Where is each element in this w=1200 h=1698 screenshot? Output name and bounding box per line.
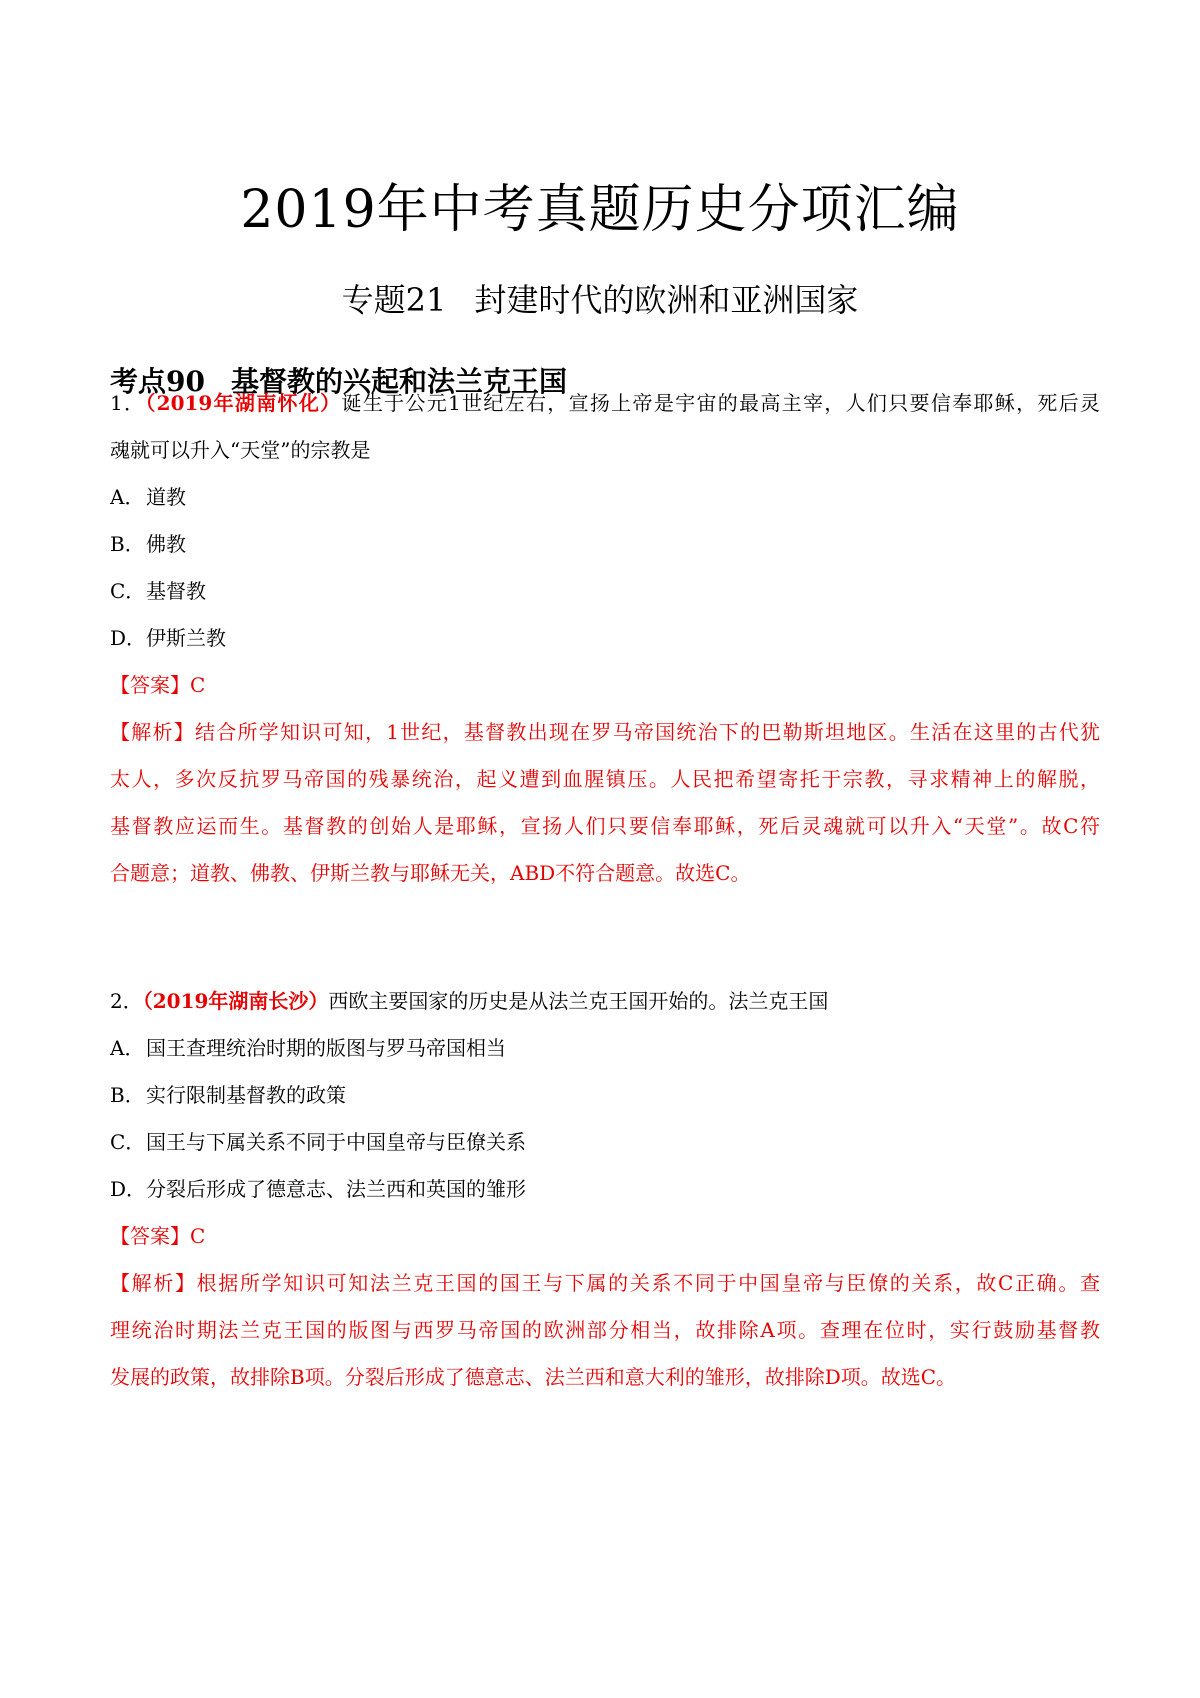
analysis-line [110, 1260, 1100, 1307]
question-1 [110, 380, 1100, 897]
option-letter: C． [110, 1130, 146, 1154]
analysis-text: 根据所学知识可知法兰克王国的国王与下属的关系不同于中国皇帝与臣僚的关系，故C正确。查 [196, 1271, 1100, 1295]
option-b [110, 521, 1100, 568]
analysis-line [110, 709, 1100, 756]
option-d [110, 615, 1100, 662]
question-2 [110, 978, 1100, 1401]
question-stem-line: 魂就可以升入“天堂”的宗教是 [110, 438, 371, 462]
analysis-line: 基督教应运而生。基督教的创始人是耶稣，宣扬人们只要信奉耶稣，死后灵魂就可以升入“天堂”。故C符 [110, 814, 1100, 838]
option-text: 道教 [146, 485, 186, 509]
option-a [110, 1025, 1100, 1072]
option-text: 分裂后形成了德意志、法兰西和英国的雏形 [146, 1177, 526, 1201]
question-stem-line: 西欧主要国家的历史是从法兰克王国开始的。法兰克王国 [328, 989, 829, 1013]
option-text: 伊斯兰教 [146, 626, 226, 650]
option-letter: C． [110, 579, 146, 603]
topic-name: 封建时代的欧洲和亚洲国家 [474, 281, 859, 319]
option-a [110, 474, 1100, 521]
section-point: 考点90 [110, 365, 205, 398]
answer-value: C [190, 673, 206, 697]
analysis-label: 【解析】 [110, 1271, 197, 1295]
analysis-line: 太人，多次反抗罗马帝国的残暴统治，起义遭到血腥镇压。人民把希望寄托于宗教，寻求精神上的解脱， [110, 767, 1100, 791]
question-number: 2． [110, 989, 143, 1013]
analysis-line: 合题意；道教、佛教、伊斯兰教与耶稣无关，ABD不符合题意。故选C。 [110, 861, 751, 885]
document-title: 2019年中考真题历史分项汇编 [240, 180, 960, 240]
analysis-line: 发展的政策，故排除B项。分裂后形成了德意志、法兰西和意大利的雏形，故排除D项。故选C。 [110, 1365, 957, 1389]
topic-number: 专题21 [341, 281, 447, 319]
question-stem [110, 978, 1100, 1025]
answer [110, 662, 1100, 709]
option-text: 佛教 [146, 532, 186, 556]
question-source: （2019年湖南长沙） [142, 989, 329, 1013]
option-text: 国王查理统治时期的版图与罗马帝国相当 [146, 1036, 506, 1060]
answer-value: C [190, 1224, 206, 1248]
option-letter: D． [110, 1177, 147, 1201]
option-letter: A． [110, 485, 145, 509]
option-letter: B． [110, 1083, 145, 1107]
answer-label: 【答案】 [110, 1224, 190, 1248]
option-text: 基督教 [146, 579, 206, 603]
question-stem-line: 诞生于公元1世纪左右，宣扬上帝是宇宙的最高主宰，人们只要信奉耶稣，死后灵 [341, 391, 1100, 415]
analysis-line: 理统治时期法兰克王国的版图与西罗马帝国的欧洲部分相当，故排除A项。查理在位时，实行鼓励基督教 [110, 1318, 1100, 1342]
option-text: 实行限制基督教的政策 [146, 1083, 346, 1107]
option-c [110, 1119, 1100, 1166]
option-letter: B． [110, 532, 145, 556]
analysis-text: 结合所学知识可知，1世纪，基督教出现在罗马帝国统治下的巴勒斯坦地区。生活在这里的古代犹 [194, 720, 1100, 744]
topic-subtitle [0, 280, 1200, 320]
option-b [110, 1072, 1100, 1119]
question-source: （2019年湖南怀化） [145, 391, 342, 415]
option-text: 国王与下属关系不同于中国皇帝与臣僚关系 [146, 1130, 526, 1154]
answer-label: 【答案】 [110, 673, 190, 697]
option-d [110, 1166, 1100, 1213]
analysis-label: 【解析】 [110, 720, 195, 744]
option-c [110, 568, 1100, 615]
answer [110, 1213, 1100, 1260]
question-stem [110, 380, 1100, 427]
question-number: 1． [110, 391, 146, 415]
option-letter: D． [110, 626, 147, 650]
option-letter: A． [110, 1036, 145, 1060]
section-name: 基督教的兴起和法兰克王国 [230, 365, 567, 398]
